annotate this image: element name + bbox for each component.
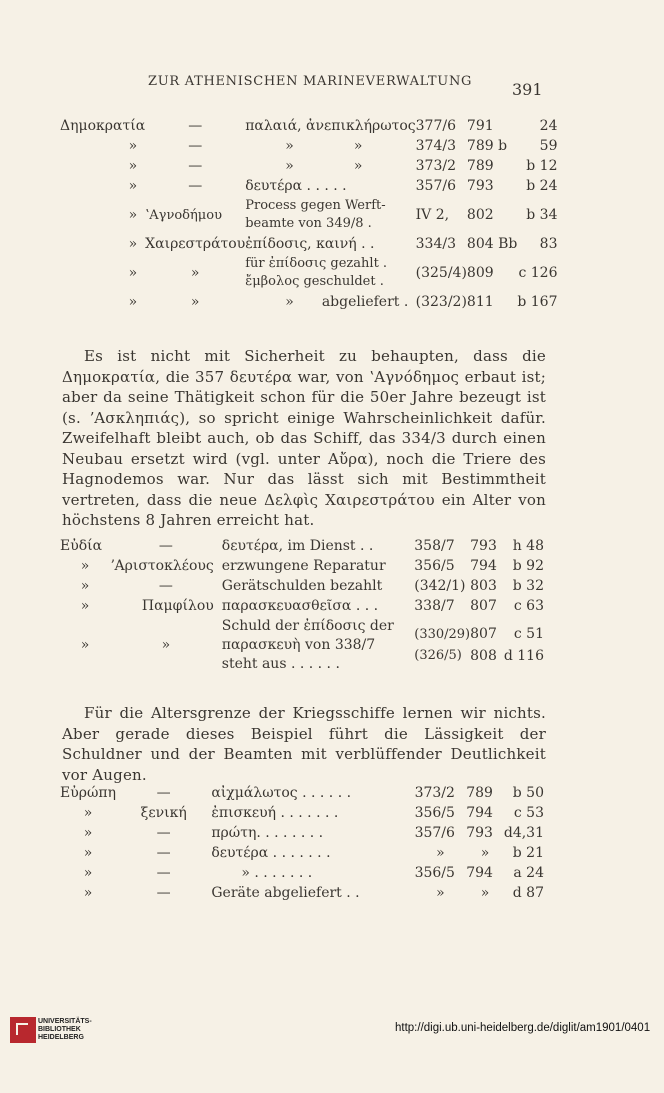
note: παλαιά, ἀνεπικλήρωτος — [245, 118, 416, 134]
note: δευτέρα . . . . . — [245, 178, 347, 194]
ditto: » — [128, 265, 138, 281]
note-line: steht aus . . . . . . — [221, 655, 340, 672]
year: (342/1) — [414, 578, 466, 594]
line-ref: b 34 — [526, 207, 558, 223]
table-row — [60, 576, 544, 596]
table-row — [60, 823, 544, 843]
line-ref: b 12 — [526, 158, 558, 174]
ditto: » — [83, 865, 93, 881]
note — [245, 156, 415, 176]
ship-table-3 — [60, 783, 544, 903]
table-row — [60, 883, 544, 903]
inscription: 791 — [466, 118, 494, 134]
note-line: παρασκευὴ von 338/7 — [221, 636, 376, 653]
line-ref: a 24 — [513, 865, 544, 881]
ditto: » — [128, 294, 138, 310]
dash: — — [158, 538, 173, 554]
year: 356/5 — [414, 865, 455, 881]
year: 374/3 — [415, 138, 456, 154]
table-row — [60, 196, 557, 234]
year — [414, 616, 470, 674]
page-number: 391 — [512, 80, 543, 99]
table-row — [60, 292, 557, 312]
ditto: » — [83, 825, 93, 841]
table-row — [60, 536, 544, 556]
ditto: » — [285, 158, 294, 174]
inscription: 789 — [466, 158, 494, 174]
library-logo-icon — [10, 1017, 36, 1043]
inscription: 794 — [470, 558, 497, 574]
dash: — — [188, 138, 203, 154]
table-row — [60, 596, 544, 616]
ship-table-1 — [60, 116, 557, 312]
inscription-line: 808 — [470, 648, 497, 664]
table-row — [60, 116, 557, 136]
trierarch: Παμφίλου — [141, 598, 214, 614]
ditto: » — [353, 158, 363, 174]
inscription: 802 — [466, 207, 494, 223]
note: ἐπισκευή . . . . . . . — [211, 805, 339, 821]
table-row — [60, 783, 544, 803]
inscription: 793 — [470, 538, 497, 554]
ditto: » — [128, 138, 138, 154]
year: 357/6 — [415, 178, 456, 194]
inscription: 811 — [466, 294, 494, 310]
ditto: » — [128, 178, 138, 194]
note-line: beamte von 349/8 . — [245, 216, 372, 231]
line-ref: d 87 — [512, 885, 544, 901]
note: πρώτη. . . . . . . . — [211, 825, 324, 841]
ship-name: Εὐρώπη — [60, 785, 116, 801]
year: IV 2, — [415, 207, 450, 223]
inscription: 789 — [466, 785, 493, 801]
note: Geräte abgeliefert . . — [211, 885, 360, 901]
library-name — [38, 1018, 92, 1042]
year: 356/5 — [414, 558, 455, 574]
note-text: abgeliefert . — [321, 294, 409, 310]
note-line: Schuld der ἐπίδοσις der — [221, 617, 394, 634]
ditto: » — [285, 294, 294, 310]
inscription: 809 — [466, 265, 494, 281]
line-ref: c 53 — [513, 805, 544, 821]
trierarch: ʼΑριστοκλέους — [110, 558, 214, 574]
line-ref-line: d 116 — [503, 648, 544, 664]
year: 373/2 — [415, 158, 456, 174]
dash: — — [188, 178, 203, 194]
note-line: ἔμβολος geschuldet . — [245, 274, 384, 289]
ditto: » — [80, 598, 90, 614]
inscription: 789 b — [466, 138, 508, 154]
note: δευτέρα . . . . . . . — [211, 845, 331, 861]
inscription-line: 807 — [470, 626, 497, 642]
year: 338/7 — [414, 598, 455, 614]
dash: — — [156, 845, 171, 861]
ditto: » — [353, 138, 363, 154]
dash: — — [188, 118, 203, 134]
ditto: » — [128, 158, 138, 174]
ditto: » — [80, 578, 90, 594]
dash: — — [156, 865, 171, 881]
inscription: 794 — [466, 805, 493, 821]
year-line: (326/5) — [414, 648, 462, 663]
table-row — [60, 234, 557, 254]
library-line: HEIDELBERG — [38, 1034, 84, 1041]
table-row — [60, 136, 557, 156]
year: (325/4) — [415, 265, 467, 281]
inscription: 804 Bb — [466, 236, 518, 252]
dash: — — [158, 578, 173, 594]
note: erzwungene Reparatur — [221, 558, 386, 574]
inscription — [470, 616, 504, 674]
year: 377/6 — [415, 118, 456, 134]
inscription: » — [480, 845, 490, 861]
table-row — [60, 843, 544, 863]
paragraph-2: Für die Altersgrenze der Kriegsschiffe lernen wir nichts. Aber gerade dieses Beispiel führt die Lässigkeit der Schuldner und der Beamten mit verblüffender Deutlichkeit vor Augen. — [62, 704, 546, 784]
line-ref: b 32 — [512, 578, 544, 594]
line-ref: b 92 — [512, 558, 544, 574]
note — [245, 292, 415, 312]
note: » . . . . . . . — [241, 865, 313, 881]
table-row — [60, 176, 557, 196]
table-row — [60, 556, 544, 576]
line-ref: c 126 — [518, 265, 558, 281]
ship-table-2 — [60, 536, 544, 674]
trierarch: ξενική — [140, 805, 187, 821]
year: 357/6 — [414, 825, 455, 841]
note-line: für ἐπίδοσις gezahlt . — [245, 256, 388, 271]
ditto: » — [80, 558, 90, 574]
year: 356/5 — [414, 805, 455, 821]
line-ref: h 48 — [512, 538, 544, 554]
line-ref: b 50 — [512, 785, 544, 801]
paragraph-1: Es ist nicht mit Sicherheit zu behaupten, dass die Δημοκρατία, die 357 δευτέρα war, von ʽΑγνόδημος erbaut ist; aber da seine Thätigkeit schon für die 50er Jahre bezeugt ist (s. ʼΑσκληπιάς), so spricht einige Wahrscheinlichkeit dafür. Zweifelhaft bleibt auch, ob das Schiff, das 334/3 durch einen Neubau ersetzt wird (vgl. unter Αὔρα), noch die Triere des Hagnodemos war. Nur das lässt sich mit Bestimmtheit vertreten, dass die neue Δελφὶς Χαιρεστράτου ein Alter von höchstens 8 Jahren erreicht hat. — [62, 347, 546, 529]
note — [245, 136, 415, 156]
year: 334/3 — [415, 236, 456, 252]
note — [245, 196, 415, 234]
note-line: Process gegen Werft- — [245, 198, 386, 213]
inscription: 794 — [466, 865, 493, 881]
table-row — [60, 803, 544, 823]
line-ref: b 21 — [512, 845, 544, 861]
inscription: 803 — [470, 578, 497, 594]
inscription: 793 — [466, 825, 493, 841]
library-line: UNIVERSITÄTS- — [38, 1018, 92, 1025]
line-ref: b 24 — [526, 178, 558, 194]
line-ref-line: c 51 — [513, 626, 544, 642]
year-line: (330/29) — [414, 627, 471, 642]
ditto: » — [128, 236, 138, 252]
year: 358/7 — [414, 538, 455, 554]
line-ref: c 63 — [513, 598, 544, 614]
note: ἐπίδοσις, καινή . . — [245, 236, 375, 252]
note: αἰχμάλωτος . . . . . . — [211, 785, 352, 801]
source-url[interactable]: http://digi.ub.uni-heidelberg.de/diglit/am1901/0401 — [395, 1022, 651, 1034]
table-row — [60, 156, 557, 176]
ditto: » — [190, 294, 200, 310]
line-ref: 59 — [539, 138, 558, 154]
ditto: » — [190, 265, 200, 281]
note: Gerätschulden bezahlt — [221, 578, 383, 594]
inscription: 793 — [466, 178, 494, 194]
ditto: » — [161, 637, 171, 653]
trierarch: ʽΑγνοδήμου — [145, 207, 222, 223]
ditto: » — [83, 885, 93, 901]
dash: — — [156, 785, 171, 801]
dash: — — [156, 825, 171, 841]
line-ref: 24 — [539, 118, 558, 134]
year: » — [436, 885, 445, 901]
line-ref: 83 — [539, 236, 558, 252]
note: δευτέρα, im Dienst . . — [221, 538, 374, 554]
line-ref — [504, 616, 544, 674]
note — [245, 254, 415, 292]
note: παρασκευασθεῖσα . . . — [221, 598, 379, 614]
library-line: BIBLIOTHEK — [38, 1026, 81, 1033]
table-row — [60, 616, 544, 674]
line-ref: d4,31 — [503, 825, 544, 841]
line-ref: b 167 — [517, 294, 558, 310]
ship-name: Εὐδία — [60, 538, 103, 554]
table-row — [60, 863, 544, 883]
year: » — [436, 845, 445, 861]
ditto: » — [128, 207, 138, 223]
trierarch: Χαιρεστράτου — [145, 236, 246, 252]
running-header: ZUR ATHENISCHEN MARINEVERWALTUNG — [148, 74, 473, 89]
dash: — — [188, 158, 203, 174]
ditto: » — [83, 845, 93, 861]
ship-name: Δημοκρατία — [60, 118, 146, 134]
ditto: » — [80, 637, 90, 653]
dash: — — [156, 885, 171, 901]
inscription: 807 — [470, 598, 497, 614]
ditto: » — [83, 805, 93, 821]
inscription: » — [480, 885, 490, 901]
year: (323/2) — [415, 294, 467, 310]
ditto: » — [285, 138, 294, 154]
note — [222, 616, 414, 674]
table-row — [60, 254, 557, 292]
year: 373/2 — [414, 785, 455, 801]
